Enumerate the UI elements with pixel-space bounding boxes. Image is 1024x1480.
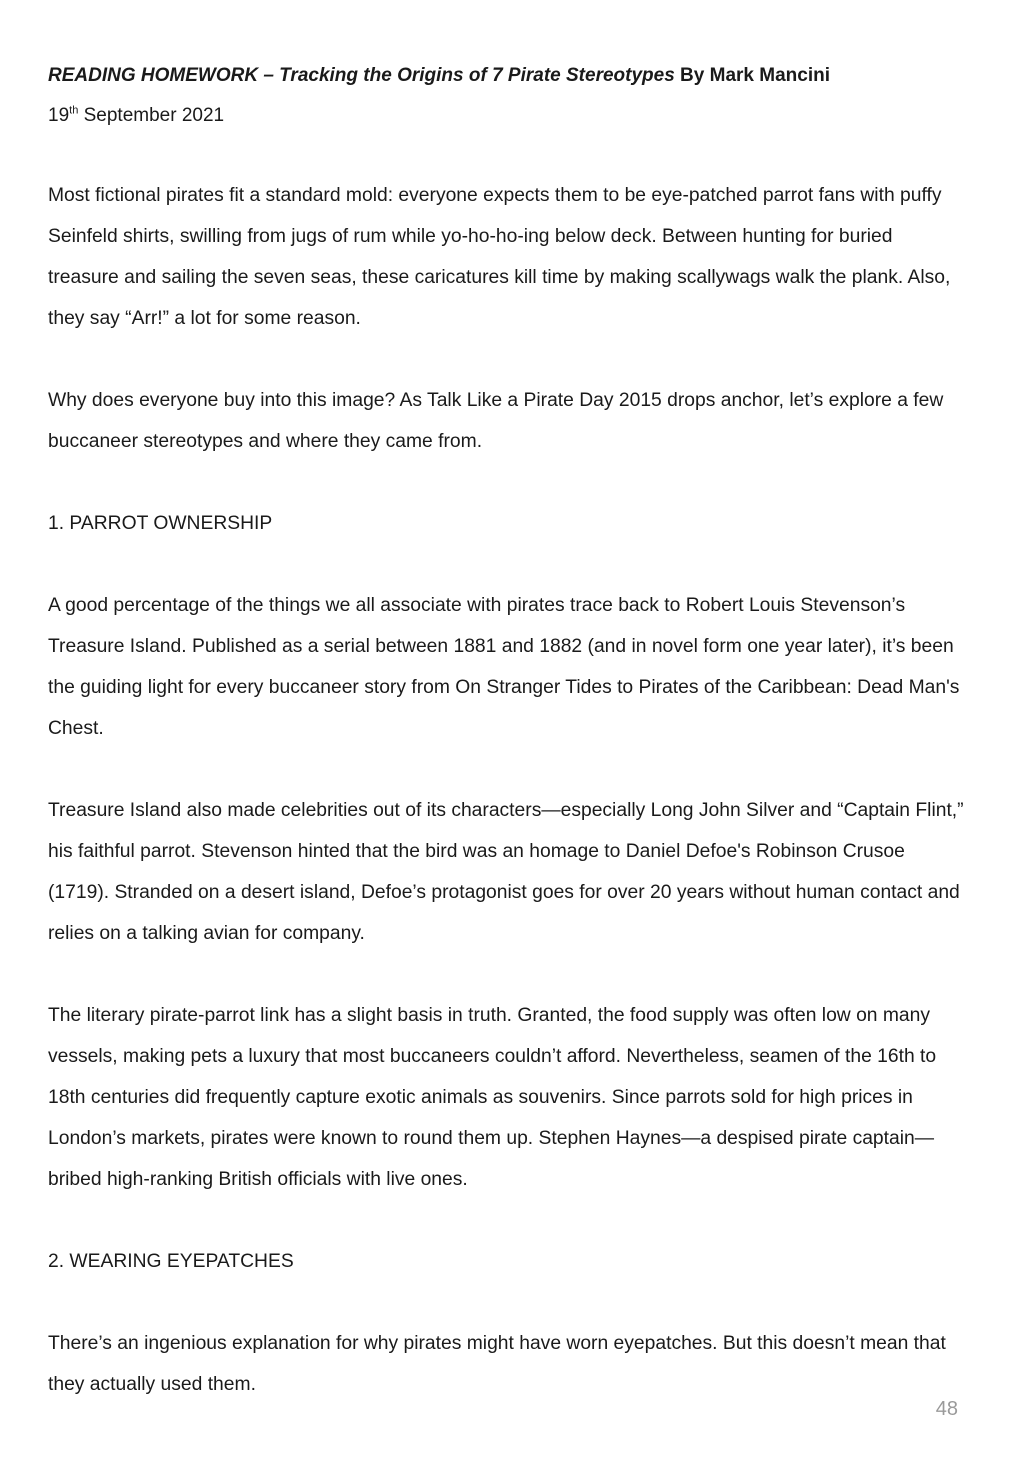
page-number: 48 bbox=[935, 1398, 958, 1420]
date-rest: September 2021 bbox=[78, 105, 225, 126]
spacer bbox=[48, 544, 968, 585]
section-heading-wearing-eyepatches: 2. WEARING EYEPATCHES bbox=[48, 1251, 294, 1272]
date-day: 19 bbox=[48, 105, 70, 126]
spacer bbox=[48, 749, 968, 790]
intro-paragraph-2: Why does everyone buy into this image? As Talk Like a Pirate Day 2015 drops anchor, let’s explore a few buccaneer stereotypes and where they came from. bbox=[48, 390, 944, 452]
spacer bbox=[48, 339, 968, 380]
document-title-line bbox=[48, 58, 968, 94]
spacer bbox=[48, 954, 968, 995]
spacer bbox=[48, 462, 968, 503]
section-heading-parrot-ownership: 1. PARROT OWNERSHIP bbox=[48, 513, 273, 534]
spacer bbox=[48, 1200, 968, 1241]
document-author: By Mark Mancini bbox=[674, 65, 830, 86]
section2-paragraph-1: There’s an ingenious explanation for why pirates might have worn eyepatches. But this doesn’t mean that they actually used them. bbox=[48, 1333, 946, 1395]
section1-paragraph-3: The literary pirate-parrot link has a slight basis in truth. Granted, the food supply was often low on many vessels, making pets a luxury that most buccaneers couldn’t afford. Nevertheless, seamen of the 16th to 18th centuries did frequently capture exotic animals as souvenirs. Since parrots sold for high prices in London’s markets, pirates were known to round them up. Stephen Haynes—a despised pirate captain—bribed high-ranking British officials with live ones. bbox=[48, 1005, 937, 1190]
section1-paragraph-1: A good percentage of the things we all associate with pirates trace back to Robert Louis Stevenson’s Treasure Island. Published as a serial between 1881 and 1882 (and in novel form one year later), it’s been the guiding light for every buccaneer story from On Stranger Tides to Pirates of the Caribbean: Dead Man's Chest. bbox=[48, 595, 960, 739]
spacer bbox=[48, 134, 968, 175]
document-date bbox=[48, 98, 968, 134]
document-page bbox=[48, 58, 968, 1405]
intro-paragraph-1: Most fictional pirates fit a standard mold: everyone expects them to be eye-patched parrot fans with puffy Seinfeld shirts, swilling from jugs of rum while yo-ho-ho-ing below deck. Between hunting for buried treasure and sailing the seven seas, these caricatures kill time by making scallywags walk the plank. Also, they say “Arr!” a lot for some reason. bbox=[48, 185, 951, 329]
date-suffix: th bbox=[69, 104, 79, 117]
spacer bbox=[48, 1282, 968, 1323]
document-title: READING HOMEWORK – Tracking the Origins of 7 Pirate Stereotypes bbox=[48, 65, 675, 86]
section1-paragraph-2: Treasure Island also made celebrities out of its characters—especially Long John Silver and “Captain Flint,” his faithful parrot. Stevenson hinted that the bird was an homage to Daniel Defoe's Robinson Crusoe (1719). Stranded on a desert island, Defoe’s protagonist goes for over 20 years without human contact and relies on a talking avian for company. bbox=[48, 800, 964, 944]
